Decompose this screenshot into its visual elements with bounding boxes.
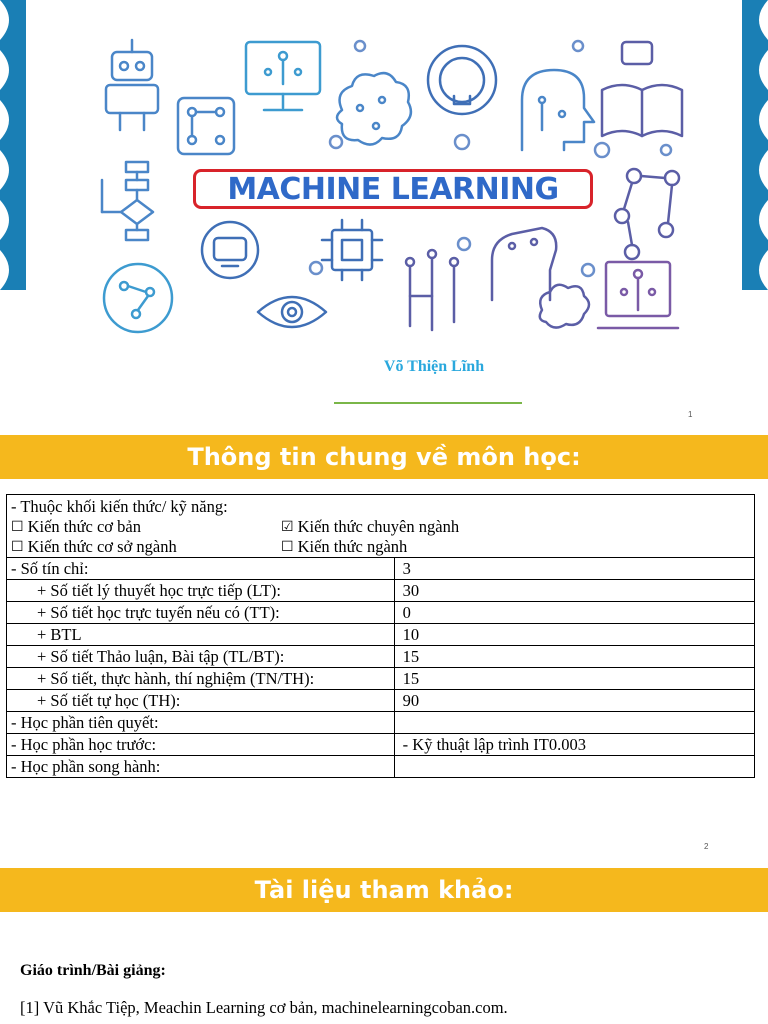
option-foundation: [11, 537, 281, 557]
row-label: - Học phần song hành:: [7, 756, 395, 778]
page-number: 2: [704, 842, 709, 851]
brain-icon: [337, 73, 411, 144]
table-row: [7, 690, 755, 712]
option-label: Kiến thức cơ bản: [27, 517, 141, 536]
option-label: Kiến thức chuyên ngành: [297, 517, 460, 536]
references-section: [20, 962, 760, 1018]
hand-circuit-icon: [492, 228, 556, 300]
side-decoration-left: [0, 0, 26, 290]
flowchart-icon: [102, 162, 153, 240]
machine-learning-banner: MACHINE LEARNING: [193, 169, 593, 209]
author-name: Võ Thiện Lĩnh: [383, 358, 485, 375]
page-number: 1: [688, 410, 693, 419]
row-label: - Học phần học trước:: [7, 734, 395, 756]
row-label: + Số tiết, thực hành, thí nghiệm (TN/TH):: [7, 668, 395, 690]
row-value: 15: [394, 668, 754, 690]
row-label: + Số tiết học trực tuyến nếu có (TT):: [7, 602, 395, 624]
monitor-tree-icon: [246, 42, 320, 110]
circuit-pattern-icon: [406, 250, 458, 330]
robot-icon: [106, 40, 158, 130]
references-subheading: Giáo trình/Bài giảng:: [20, 962, 166, 979]
connection-network-icon: [615, 169, 679, 259]
author-underline: [334, 402, 522, 404]
robot-gear-icon: [202, 222, 258, 278]
table-row: [7, 602, 755, 624]
table-row: [7, 734, 755, 756]
row-value: [394, 712, 754, 734]
table-row: [7, 580, 755, 602]
row-label: + Số tiết tự học (TH):: [7, 690, 395, 712]
processor-chip-icon: [322, 220, 382, 280]
reference-item: [1] Vũ Khắc Tiệp, Meachin Learning cơ bản, machinelearningcoban.com.: [20, 998, 508, 1017]
knowledge-block-cell: [7, 495, 755, 558]
table-row: [7, 646, 755, 668]
checkbox-empty-icon: ☐: [11, 539, 24, 555]
book-robot-icon: [602, 42, 682, 136]
row-value: 30: [394, 580, 754, 602]
row-value: [394, 756, 754, 778]
row-label: + Số tiết lý thuyết học trực tiếp (LT):: [7, 580, 395, 602]
table-row: [7, 756, 755, 778]
option-label: Kiến thức ngành: [297, 537, 408, 556]
network-box-icon: [178, 98, 234, 154]
course-info-table: [6, 494, 755, 778]
row-value: 15: [394, 646, 754, 668]
row-value: 90: [394, 690, 754, 712]
row-label: - Học phần tiên quyết:: [7, 712, 395, 734]
head-circuit-icon: [522, 70, 594, 150]
lightbulb-gear-icon: [428, 46, 496, 114]
laptop-tree-icon: [598, 262, 678, 328]
globe-network-icon: [104, 264, 172, 332]
option-specialized: [281, 517, 459, 537]
row-label: + BTL: [7, 624, 395, 646]
row-value: 0: [394, 602, 754, 624]
table-row: [7, 558, 755, 580]
table-row: [7, 668, 755, 690]
course-info-heading: Thông tin chung về môn học:: [0, 435, 768, 479]
table-row: [7, 712, 755, 734]
eye-icon: [258, 297, 326, 327]
table-row: [7, 624, 755, 646]
knowledge-block-row: [7, 495, 755, 558]
references-heading: Tài liệu tham khảo:: [0, 868, 768, 912]
checkbox-empty-icon: ☐: [281, 539, 294, 555]
row-value: 10: [394, 624, 754, 646]
checkbox-empty-icon: ☐: [11, 519, 24, 535]
checkbox-checked-icon: ☑: [281, 519, 294, 535]
option-basic: [11, 517, 281, 537]
row-value: - Kỹ thuật lập trình IT0.003: [394, 734, 754, 756]
knowledge-block-label: - Thuộc khối kiến thức/ kỹ năng:: [11, 497, 228, 516]
side-decoration-right: [742, 0, 768, 290]
row-label: + Số tiết Thảo luận, Bài tập (TL/BT):: [7, 646, 395, 668]
row-value: 3: [394, 558, 754, 580]
small-brain-icon: [540, 285, 589, 328]
title-slide: [0, 0, 768, 430]
row-label: - Số tín chỉ:: [7, 558, 395, 580]
option-major: [281, 537, 407, 557]
option-label: Kiến thức cơ sở ngành: [27, 537, 177, 556]
